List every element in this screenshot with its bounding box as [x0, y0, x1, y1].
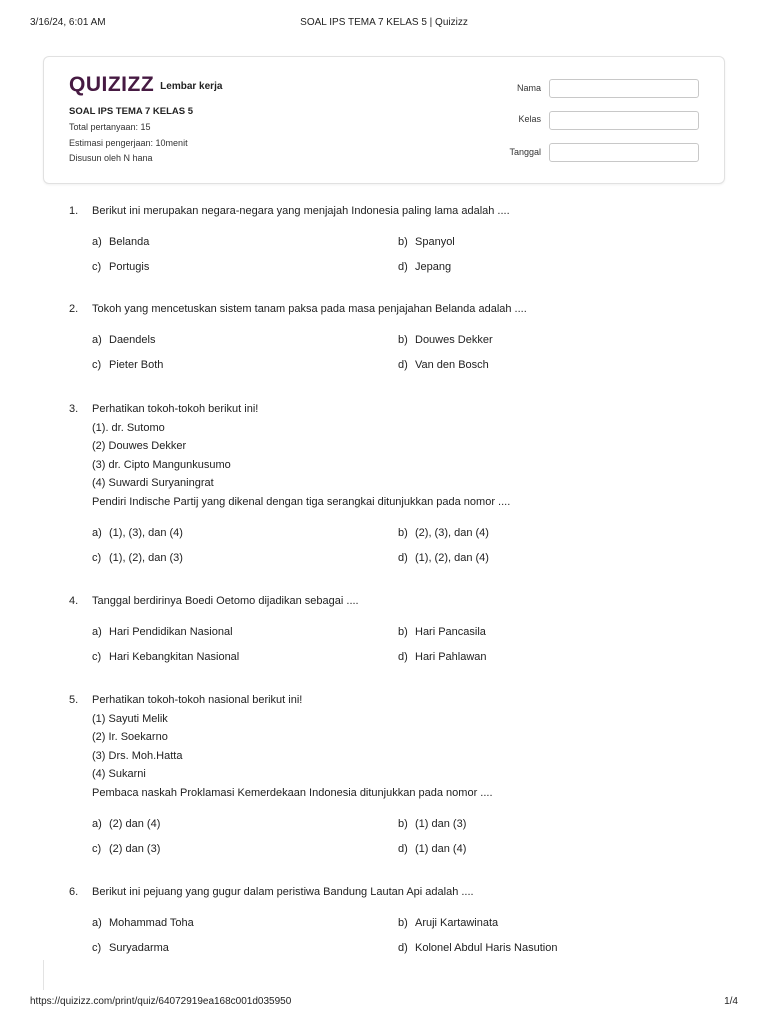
- option-text: (1), (3), dan (4): [109, 527, 183, 539]
- question-list-item: (3) dr. Cipto Mangunkusumo: [92, 458, 231, 471]
- answer-option[interactable]: [92, 552, 183, 564]
- option-letter: d): [398, 261, 408, 273]
- option-text: Pieter Both: [109, 359, 164, 371]
- option-text: Hari Pancasila: [415, 626, 486, 638]
- answer-option[interactable]: [398, 236, 455, 248]
- answer-option[interactable]: [398, 942, 557, 954]
- answer-option[interactable]: [92, 236, 149, 248]
- answer-option[interactable]: [398, 527, 489, 539]
- answer-option[interactable]: [92, 917, 194, 929]
- answer-option[interactable]: [398, 261, 451, 273]
- time-estimate: Estimasi pengerjaan: 10menit: [69, 138, 188, 148]
- option-letter: d): [398, 843, 408, 855]
- question-text: Berikut ini merupakan negara-negara yang menjajah Indonesia paling lama adalah ....: [92, 205, 510, 217]
- question-text: Tokoh yang mencetuskan sistem tanam paksa pada masa penjajahan Belanda adalah ....: [92, 303, 527, 315]
- answer-option[interactable]: [92, 843, 160, 855]
- question-text: Pembaca naskah Proklamasi Kemerdekaan Indonesia ditunjukkan pada nomor ....: [92, 787, 493, 799]
- total-questions: Total pertanyaan: 15: [69, 122, 151, 132]
- option-letter: b): [398, 917, 408, 929]
- option-text: Jepang: [415, 261, 452, 273]
- question-number: 2.: [69, 303, 79, 315]
- question-text: Berikut ini pejuang yang gugur dalam peristiwa Bandung Lautan Api adalah ....: [92, 886, 474, 898]
- option-letter: b): [398, 626, 408, 638]
- option-letter: b): [398, 527, 408, 539]
- question-number: 6.: [69, 886, 79, 898]
- option-text: (1), (2), dan (3): [109, 552, 183, 564]
- answer-option[interactable]: [398, 917, 498, 929]
- option-text: Belanda: [109, 236, 150, 248]
- answer-option[interactable]: [398, 843, 466, 855]
- print-doc-title: SOAL IPS TEMA 7 KELAS 5 | Quizizz: [300, 17, 468, 28]
- option-letter: d): [398, 552, 408, 564]
- option-letter: c): [92, 359, 102, 371]
- question-text: Pendiri Indische Partij yang dikenal dengan tiga serangkai ditunjukkan pada nomor ....: [92, 496, 511, 508]
- option-text: Van den Bosch: [415, 359, 489, 371]
- logo-row: [69, 73, 222, 97]
- option-letter: c): [92, 843, 102, 855]
- answer-option[interactable]: [398, 626, 486, 638]
- date-label: Tanggal: [509, 147, 541, 157]
- question-list-item: (2) Douwes Dekker: [92, 440, 187, 453]
- question-text: Perhatikan tokoh-tokoh berikut ini!: [92, 403, 259, 415]
- option-text: Hari Kebangkitan Nasional: [109, 651, 240, 663]
- option-letter: c): [92, 261, 102, 273]
- option-letter: a): [92, 236, 102, 248]
- print-header: [30, 17, 738, 28]
- question-list-item: (2) Ir. Soekarno: [92, 731, 168, 744]
- question-list-item: (1) Sayuti Melik: [92, 712, 168, 725]
- option-text: Douwes Dekker: [415, 334, 493, 346]
- question-text: Tanggal berdirinya Boedi Oetomo dijadikan sebagai ....: [92, 595, 359, 607]
- answer-option[interactable]: [398, 552, 489, 564]
- question-number: 3.: [69, 403, 79, 415]
- print-datetime: 3/16/24, 6:01 AM: [30, 17, 106, 28]
- answer-option[interactable]: [92, 942, 169, 954]
- option-text: (2) dan (4): [109, 818, 161, 830]
- answer-option[interactable]: [398, 818, 466, 830]
- option-text: (1) dan (3): [415, 818, 467, 830]
- option-text: Hari Pahlawan: [415, 651, 487, 663]
- option-text: (2) dan (3): [109, 843, 161, 855]
- option-letter: a): [92, 626, 102, 638]
- option-letter: d): [398, 651, 408, 663]
- question-list-item: (1). dr. Sutomo: [92, 421, 165, 434]
- print-page-number: 1/4: [724, 996, 738, 1007]
- answer-option[interactable]: [92, 527, 183, 539]
- option-letter: b): [398, 818, 408, 830]
- question-number: 4.: [69, 595, 79, 607]
- option-text: (1), (2), dan (4): [415, 552, 489, 564]
- print-url[interactable]: https://quizizz.com/print/quiz/64072919ea168c001d035950: [30, 996, 292, 1007]
- option-text: Kolonel Abdul Haris Nasution: [415, 942, 558, 954]
- option-text: Hari Pendidikan Nasional: [109, 626, 233, 638]
- answer-option[interactable]: [398, 359, 489, 371]
- name-label: Nama: [516, 83, 541, 93]
- answer-option[interactable]: [398, 334, 493, 346]
- question-text: Perhatikan tokoh-tokoh nasional berikut ini!: [92, 694, 303, 706]
- answer-option[interactable]: [92, 261, 149, 273]
- option-text: (2), (3), dan (4): [415, 527, 489, 539]
- option-letter: c): [92, 942, 102, 954]
- option-letter: c): [92, 552, 102, 564]
- option-text: (1) dan (4): [415, 843, 467, 855]
- option-letter: c): [92, 651, 102, 663]
- option-letter: b): [398, 236, 408, 248]
- question-list-item: (4) Sukarni: [92, 768, 146, 781]
- option-letter: a): [92, 334, 102, 346]
- option-text: Daendels: [109, 334, 156, 346]
- quiz-title: SOAL IPS TEMA 7 KELAS 5: [69, 106, 194, 117]
- answer-option[interactable]: [92, 359, 163, 371]
- question-number: 5.: [69, 694, 79, 706]
- option-letter: d): [398, 359, 408, 371]
- question-list-item: (3) Drs. Moh.Hatta: [92, 749, 183, 762]
- option-letter: d): [398, 942, 408, 954]
- option-text: Portugis: [109, 261, 150, 273]
- option-letter: a): [92, 818, 102, 830]
- option-letter: a): [92, 917, 102, 929]
- answer-option[interactable]: [398, 651, 487, 663]
- option-text: Aruji Kartawinata: [415, 917, 499, 929]
- answer-option[interactable]: [92, 626, 233, 638]
- question-number: 1.: [69, 205, 79, 217]
- question-list-item: (4) Suwardi Suryaningrat: [92, 477, 214, 490]
- option-text: Suryadarma: [109, 942, 169, 954]
- worksheet-label: Lembar kerja: [160, 80, 223, 92]
- print-footer: [30, 996, 738, 1007]
- answer-option[interactable]: [92, 651, 239, 663]
- page-divider: [43, 960, 44, 990]
- author: Disusun oleh N hana: [69, 153, 153, 163]
- quizizz-logo: QUIZIZZ: [69, 73, 155, 96]
- option-letter: a): [92, 527, 102, 539]
- worksheet-header-card: [43, 56, 725, 184]
- class-label: Kelas: [518, 114, 541, 124]
- class-field[interactable]: [549, 111, 699, 130]
- answer-option[interactable]: [92, 334, 155, 346]
- option-text: Spanyol: [415, 236, 455, 248]
- answer-option[interactable]: [92, 818, 160, 830]
- name-field[interactable]: [549, 79, 699, 98]
- date-field[interactable]: [549, 143, 699, 162]
- option-text: Mohammad Toha: [109, 917, 194, 929]
- option-letter: b): [398, 334, 408, 346]
